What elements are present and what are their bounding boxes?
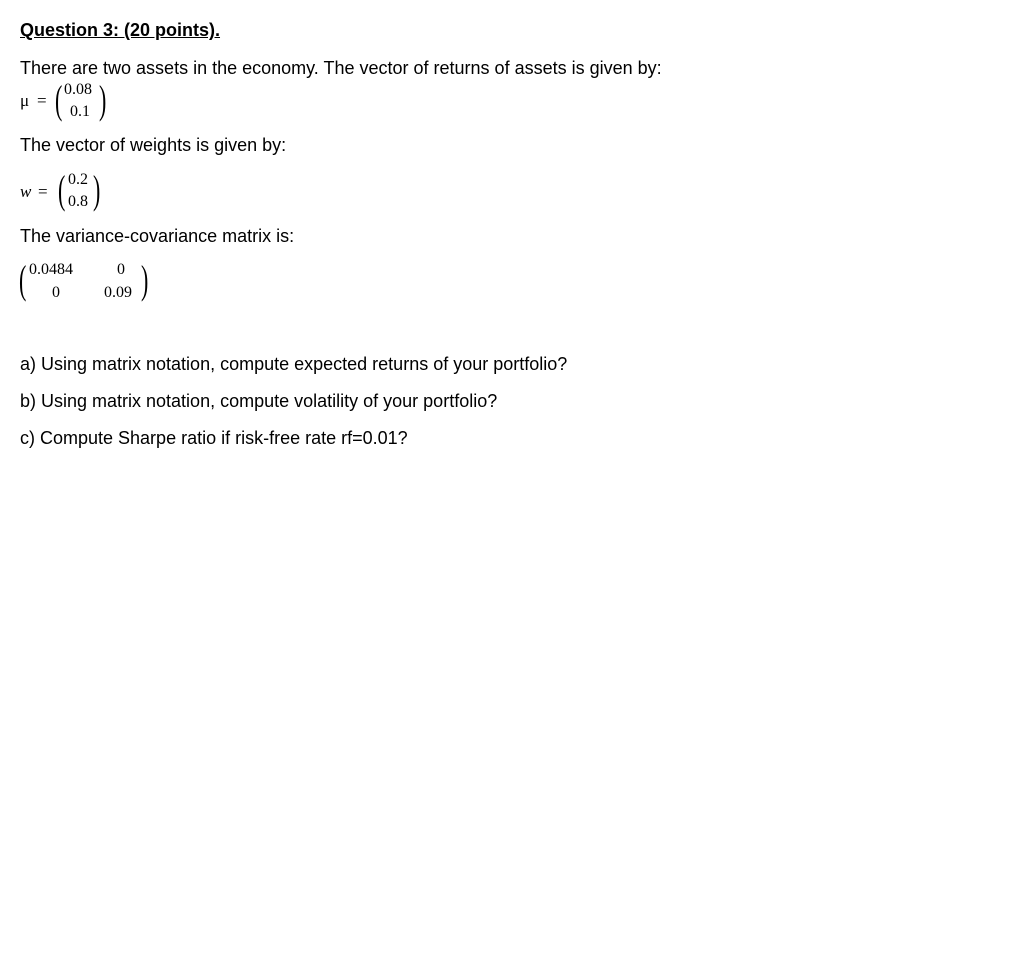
w-equals: = (38, 182, 48, 201)
mu-value-2: 0.1 (70, 103, 90, 120)
cov-r1c2: 0 (117, 261, 125, 278)
w-value-1: 0.2 (68, 171, 88, 188)
part-b: b) Using matrix notation, compute volatility of your portfolio? (20, 391, 498, 411)
covariance-intro-text: The variance-covariance matrix is: (20, 226, 295, 246)
mu-left-paren: ( (55, 77, 63, 122)
mu-right-paren: ) (99, 77, 107, 122)
part-c: c) Compute Sharpe ratio if risk-free rate rf=0.01? (20, 428, 408, 448)
cov-right-paren: ) (141, 257, 149, 302)
intro-text: There are two assets in the economy. The vector of returns of assets is given by: (20, 58, 662, 78)
cov-r1c1: 0.0484 (29, 261, 73, 278)
cov-left-paren: ( (19, 257, 27, 302)
cov-r2c2: 0.09 (104, 284, 132, 301)
w-right-paren: ) (93, 167, 101, 212)
mu-symbol: μ (20, 91, 30, 110)
w-symbol: w (20, 182, 32, 201)
weights-intro-text: The vector of weights is given by: (20, 135, 287, 155)
mu-equals: = (37, 91, 47, 110)
cov-r2c1: 0 (52, 284, 60, 301)
w-value-2: 0.8 (68, 193, 88, 210)
mu-value-1: 0.08 (64, 81, 92, 98)
part-a: a) Using matrix notation, compute expected returns of your portfolio? (20, 354, 568, 374)
w-left-paren: ( (58, 167, 66, 212)
question-title: Question 3: (20 points). (20, 20, 221, 40)
